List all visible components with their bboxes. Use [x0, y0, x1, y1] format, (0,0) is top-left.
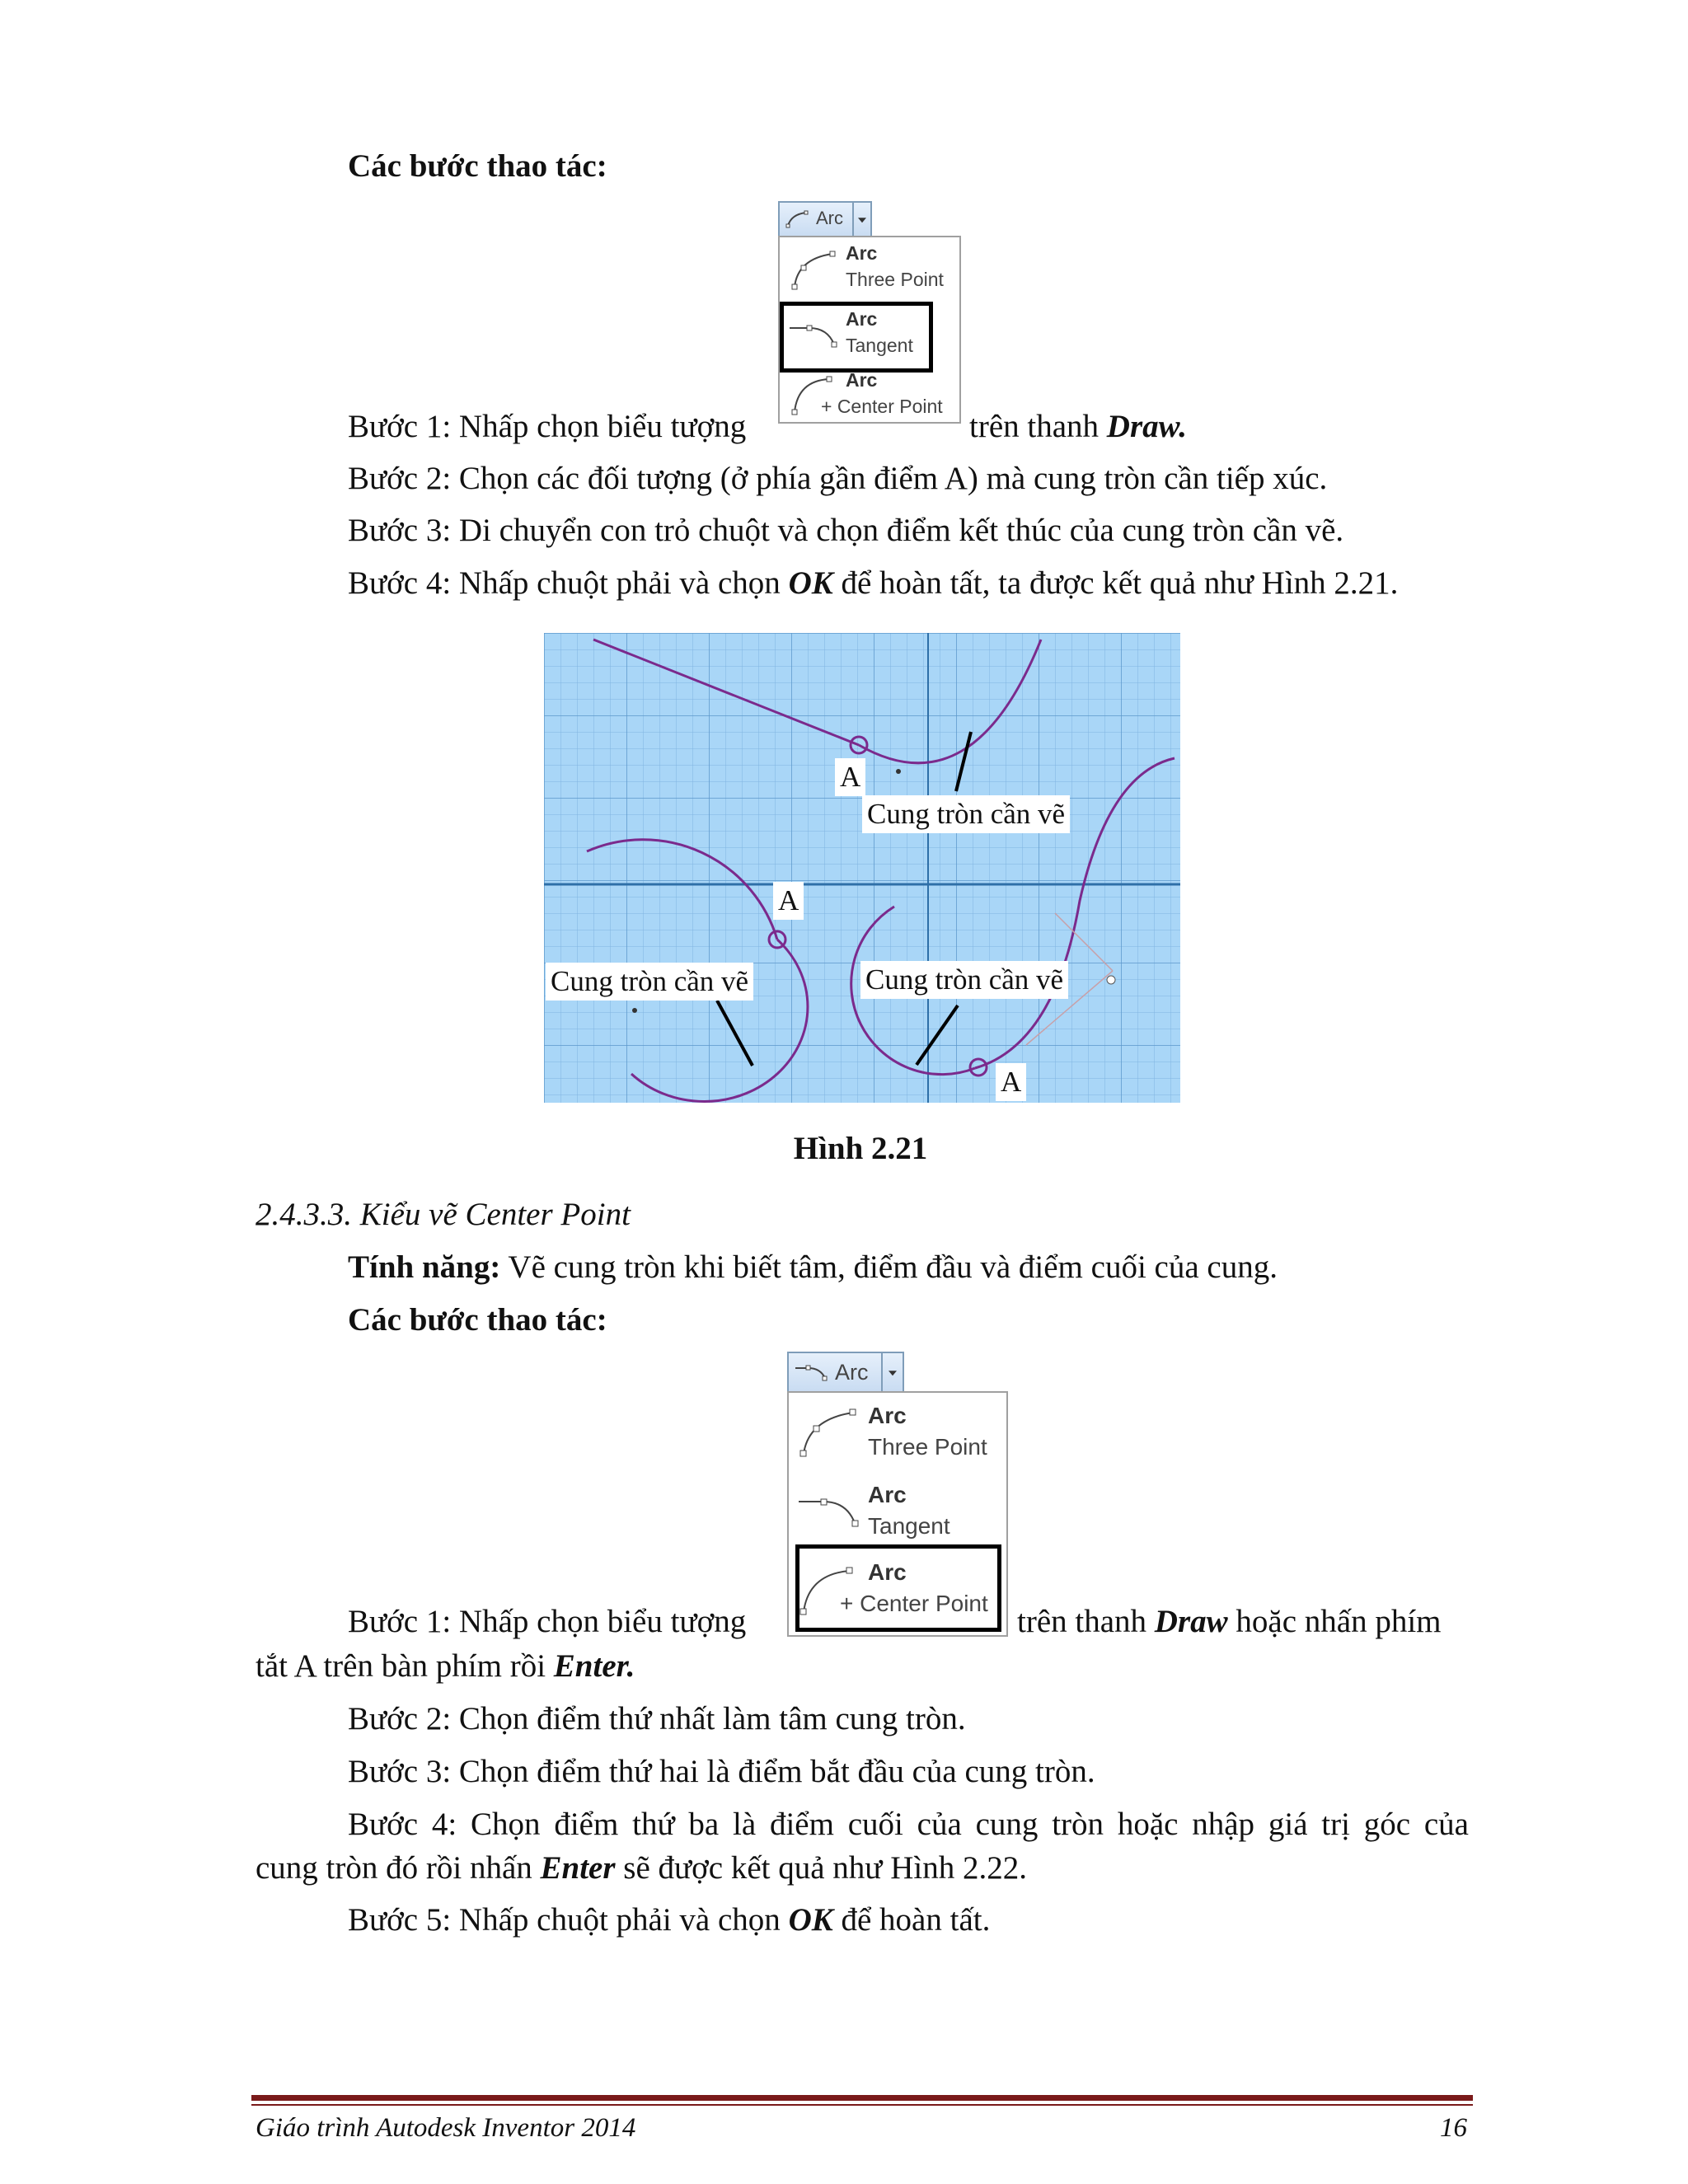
- menu-item-subtitle: Tangent: [846, 335, 913, 356]
- s2-step1-prefix: Bước 1: Nhấp chọn biểu tượng: [348, 1604, 747, 1639]
- menu-item-title: Arc: [868, 1403, 907, 1428]
- arc-label: Cung tròn cần vẽ: [546, 963, 753, 1001]
- figure-caption: Hình 2.21: [793, 1131, 928, 1166]
- s1-step3: Bước 3: Di chuyển con trỏ chuột và chọn điểm kết thúc của cung tròn cần vẽ.: [348, 513, 1344, 548]
- chevron-down-icon: [858, 218, 866, 223]
- arc-icon: [785, 209, 809, 229]
- menu-item-subtitle: Three Point: [868, 1434, 987, 1460]
- s2-step3: Bước 3: Chọn điểm thứ hai là điểm bắt đầu của cung tròn.: [348, 1754, 1095, 1789]
- s1-step4: Bước 4: Nhấp chuột phải và chọn OK để hoàn tất, ta được kết quả như Hình 2.21.: [348, 565, 1399, 601]
- menu-item-subtitle: + Center Point: [840, 1591, 988, 1616]
- menu-item-three-point[interactable]: [780, 237, 959, 300]
- arc-three-point-icon: [797, 1406, 858, 1459]
- feature-line: Tính năng: Vẽ cung tròn khi biết tâm, điểm đầu và điểm cuối của cung.: [348, 1249, 1278, 1285]
- point-label-a: A: [996, 1063, 1026, 1101]
- s2-step4-line1: Bước 4: Chọn điểm thứ ba là điểm cuối của cung tròn hoặc nhập giá trị góc của: [348, 1807, 1469, 1842]
- arc-dropdown-menu-2: [787, 1352, 1010, 1637]
- arc-label: Cung tròn cần vẽ: [860, 961, 1068, 999]
- steps-heading-2: Các bước thao tác:: [348, 1302, 607, 1338]
- menu-item-title: Arc: [846, 242, 878, 264]
- menu-item-three-point[interactable]: [789, 1393, 1006, 1472]
- menu-item-title: Arc: [868, 1559, 907, 1585]
- sketch-canvas: [544, 633, 1180, 1103]
- arc-tangent-icon: [795, 1488, 861, 1533]
- s1-step1-suffix: trên thanh Draw.: [969, 409, 1187, 444]
- dropdown-arrow-button[interactable]: [852, 201, 872, 237]
- figure-2-21: [544, 633, 1180, 1103]
- s2-step5: Bước 5: Nhấp chuột phải và chọn OK để hoàn tất.: [348, 1902, 991, 1938]
- arc-button-label: Arc: [835, 1360, 869, 1385]
- menu-item-tangent[interactable]: [789, 1472, 1006, 1551]
- menu-item-center-point[interactable]: [780, 368, 959, 422]
- arc-label: Cung tròn cần vẽ: [862, 795, 1070, 833]
- arc-dropdown-menu: [778, 201, 961, 424]
- menu-item-subtitle: Three Point: [846, 269, 944, 290]
- arc-button[interactable]: [787, 1352, 883, 1393]
- footer-rule-thick: [251, 2095, 1473, 2101]
- menu-item-title: Arc: [868, 1482, 907, 1507]
- point-label-a: A: [773, 882, 804, 920]
- arc-button-label: Arc: [816, 208, 843, 228]
- s1-step2: Bước 2: Chọn các đối tượng (ở phía gần điểm A) mà cung tròn cần tiếp xúc.: [348, 461, 1328, 496]
- dropdown-arrow-button[interactable]: [881, 1352, 904, 1393]
- s1-step1-prefix: Bước 1: Nhấp chọn biểu tượng: [348, 409, 747, 444]
- point-label-a: A: [835, 758, 865, 796]
- steps-heading: Các bước thao tác:: [348, 148, 607, 184]
- s2-step1-suffix: trên thanh Draw hoặc nhấn phím: [1017, 1604, 1442, 1639]
- footer-rule-thin: [251, 2104, 1473, 2106]
- arc-tangent-icon: [794, 1361, 828, 1383]
- selection-highlight: [780, 302, 933, 373]
- arc-three-point-icon: [788, 249, 837, 292]
- page-number: 16: [1440, 2113, 1467, 2143]
- chevron-down-icon: [889, 1371, 897, 1376]
- menu-item-subtitle: + Center Point: [821, 396, 943, 417]
- s2-step4-line2: cung tròn đó rồi nhấn Enter sẽ được kết quả như Hình 2.22.: [256, 1850, 1027, 1886]
- menu-item-subtitle: Tangent: [868, 1513, 950, 1539]
- section-heading: 2.4.3.3. Kiểu vẽ Center Point: [256, 1197, 631, 1232]
- s2-step2: Bước 2: Chọn điểm thứ nhất làm tâm cung tròn.: [348, 1701, 966, 1736]
- menu-item-title: Arc: [846, 308, 878, 330]
- menu-item-title: Arc: [846, 369, 878, 391]
- s2-step1-line2: tắt A trên bàn phím rồi Enter.: [256, 1648, 635, 1684]
- arc-button[interactable]: [778, 201, 854, 237]
- selection-highlight: [795, 1544, 1001, 1632]
- footer-title: Giáo trình Autodesk Inventor 2014: [256, 2113, 636, 2143]
